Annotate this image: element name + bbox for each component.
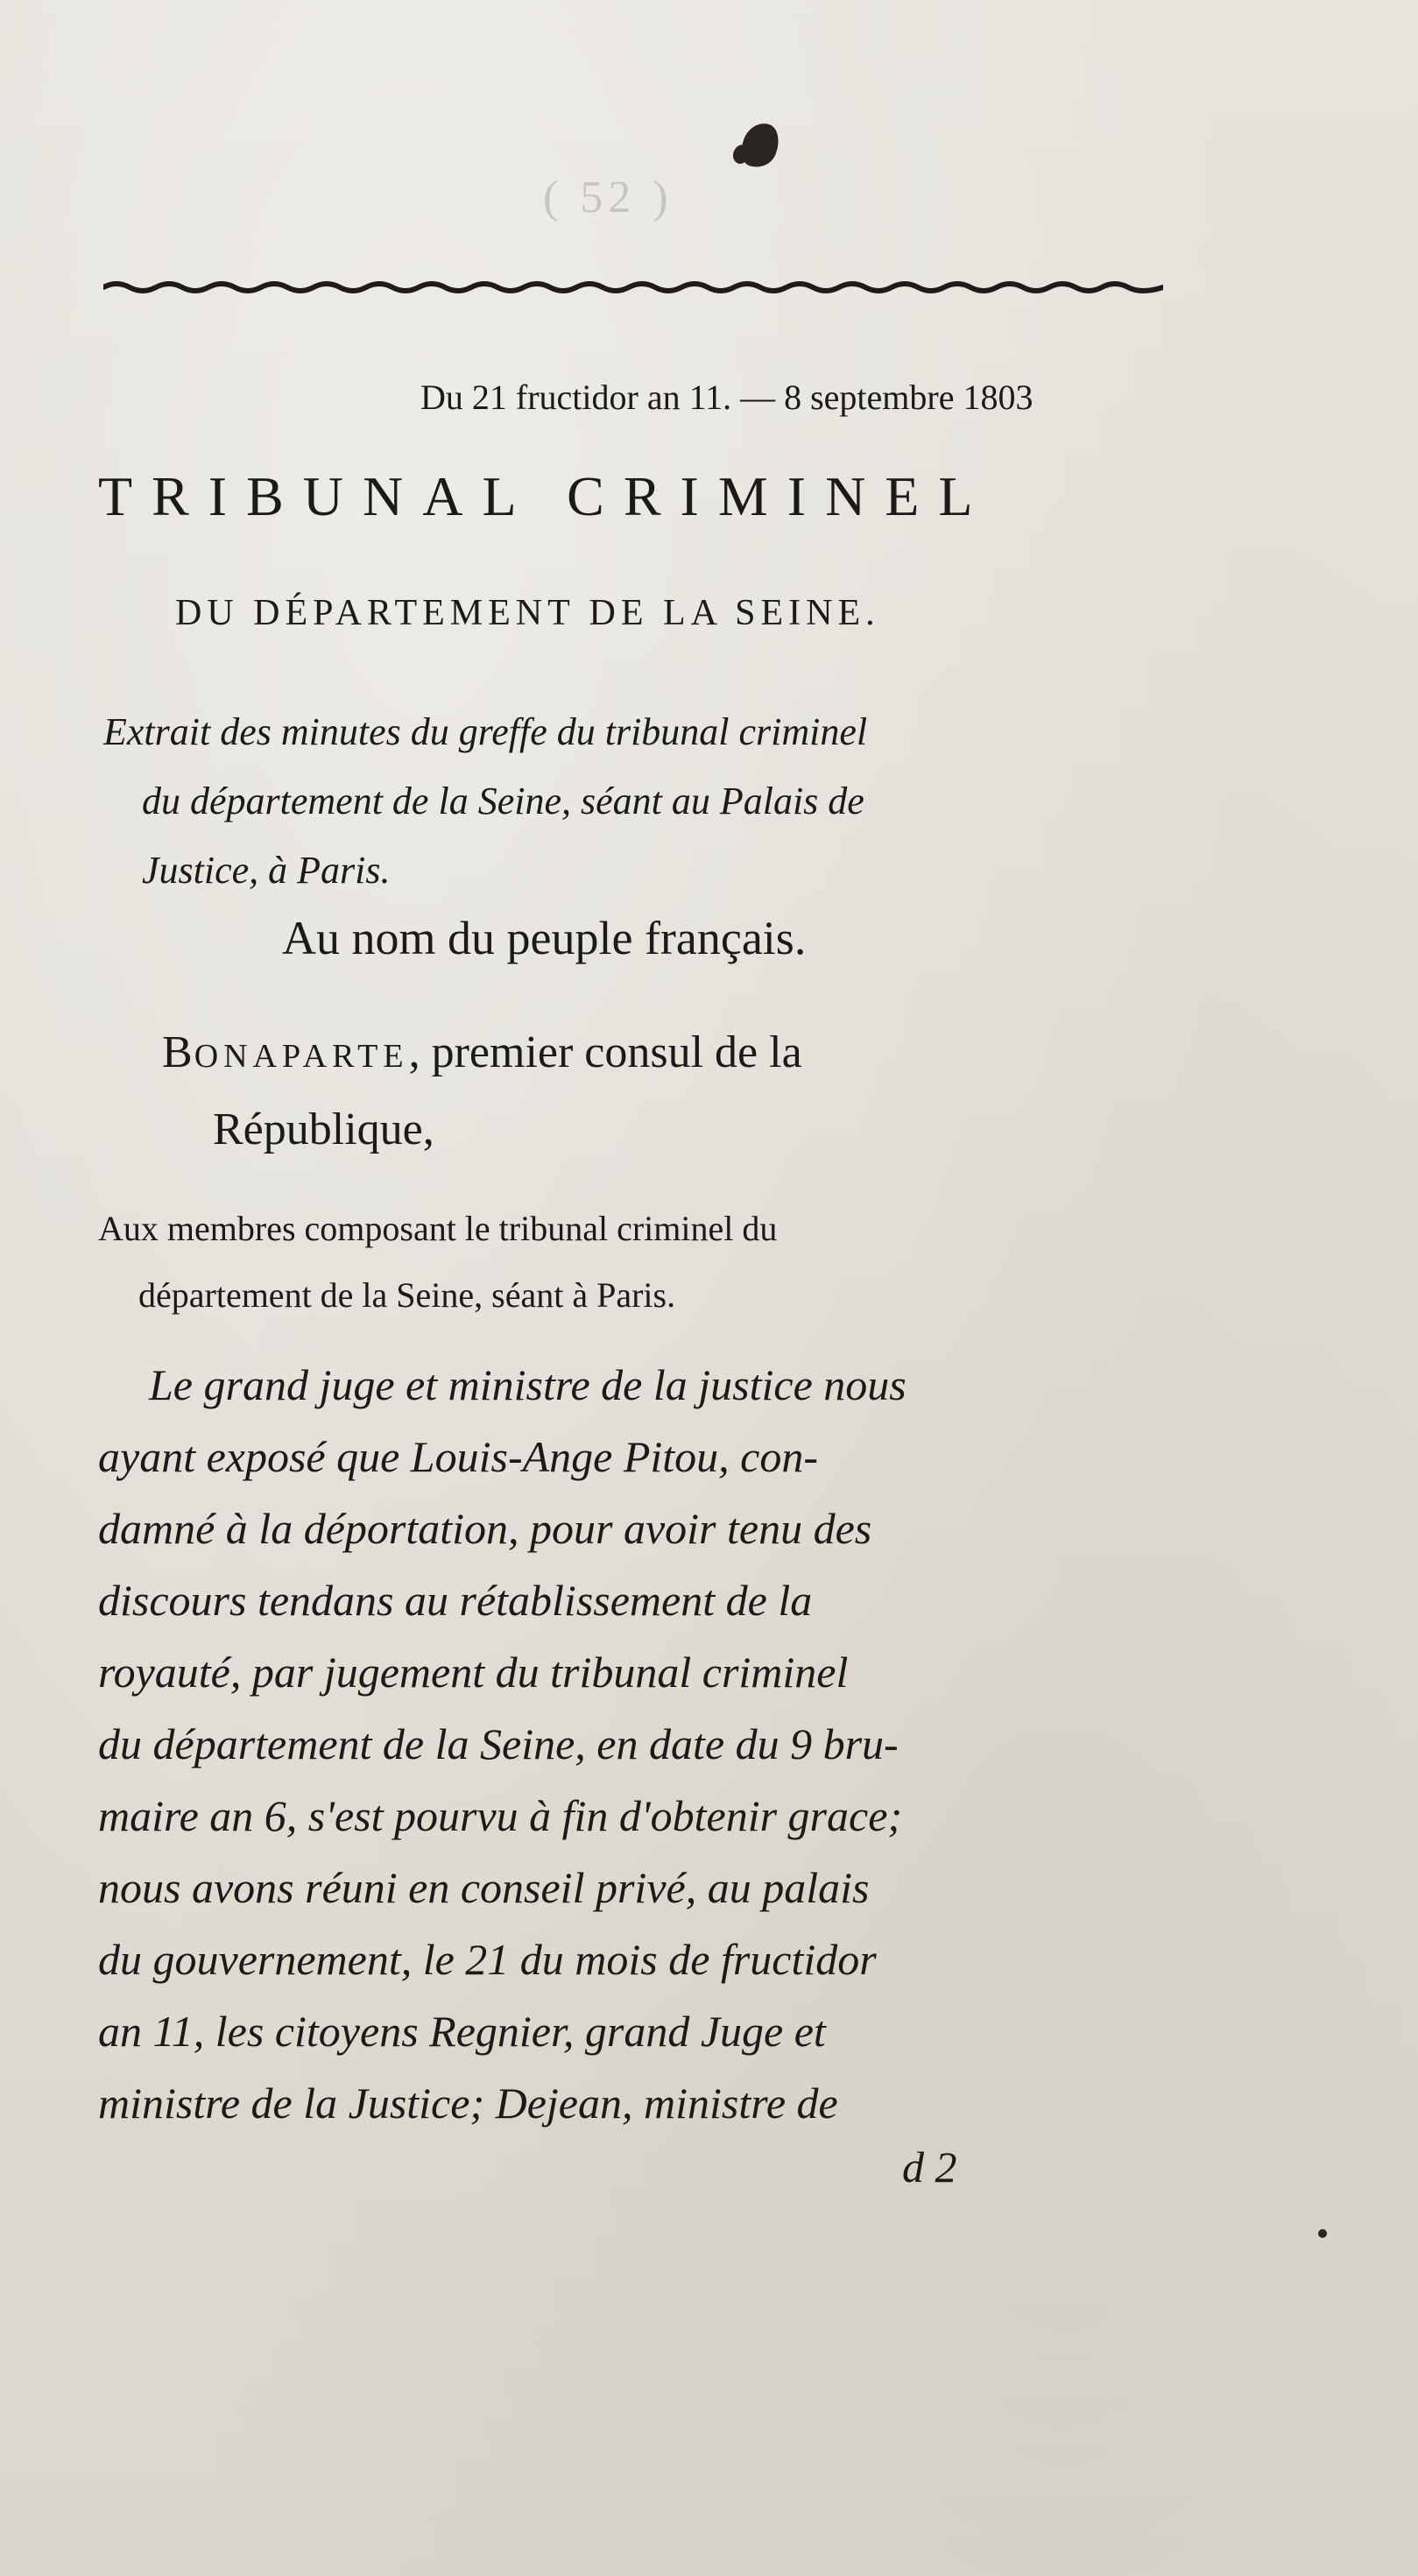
- bonaparte-paragraph: [162, 1016, 1178, 1167]
- body-line: du gouvernement, le 21 du mois de fructidor: [98, 1935, 877, 1984]
- extract-line: Justice, à Paris.: [142, 849, 391, 892]
- extract-line: Extrait des minutes du greffe du tribunal criminel: [103, 710, 868, 753]
- body-line: Le grand juge et ministre de la justice nous: [149, 1360, 907, 1409]
- bonaparte-name: [162, 1027, 409, 1077]
- extract-paragraph: [103, 697, 1172, 905]
- ornamental-rule: [103, 279, 1163, 296]
- date-line: Du 21 fructidor an 11. — 8 septembre 1803: [420, 378, 1034, 417]
- body-line: maire an 6, s'est pourvu à fin d'obtenir grace;: [98, 1791, 903, 1840]
- signature-mark: d 2: [902, 2142, 957, 2191]
- body-line: ayant exposé que Louis-Ange Pitou, con-: [98, 1432, 819, 1481]
- address-paragraph: [98, 1196, 1175, 1329]
- body-line: an 11, les citoyens Regnier, grand Juge et: [98, 2007, 826, 2056]
- document-subtitle: DU DÉPARTEMENT DE LA SEINE.: [175, 593, 880, 633]
- bonaparte-line: [162, 1016, 1178, 1093]
- document-title: TRIBUNAL CRIMINEL: [98, 465, 992, 527]
- body-line: nous avons réuni en conseil privé, au palais: [98, 1863, 870, 1912]
- bonaparte-title: , premier consul de la: [408, 1027, 802, 1077]
- extract-line: du département de la Seine, séant au Palais de: [142, 780, 864, 822]
- page-number: ( 52 ): [543, 173, 674, 222]
- body-line: du département de la Seine, en date du 9 bru-: [98, 1719, 899, 1768]
- invocation-line: Au nom du peuple français.: [282, 912, 807, 964]
- ink-dot: [1318, 2229, 1327, 2238]
- bonaparte-line: République,: [213, 1105, 434, 1154]
- body-line: damné à la déportation, pour avoir tenu des: [98, 1504, 872, 1553]
- name-rest: ONAPARTE: [194, 1038, 409, 1075]
- body-paragraph: [98, 1349, 1175, 2139]
- body-line: discours tendans au rétablissement de la: [98, 1576, 813, 1625]
- address-line: Aux membres composant le tribunal criminel du: [98, 1209, 778, 1248]
- address-line: département de la Seine, séant à Paris.: [138, 1275, 676, 1315]
- name-initial: B: [162, 1027, 194, 1077]
- ink-blot: [736, 118, 784, 173]
- body-line: ministre de la Justice; Dejean, ministre de: [98, 2078, 838, 2128]
- body-line: royauté, par jugement du tribunal criminel: [98, 1648, 849, 1697]
